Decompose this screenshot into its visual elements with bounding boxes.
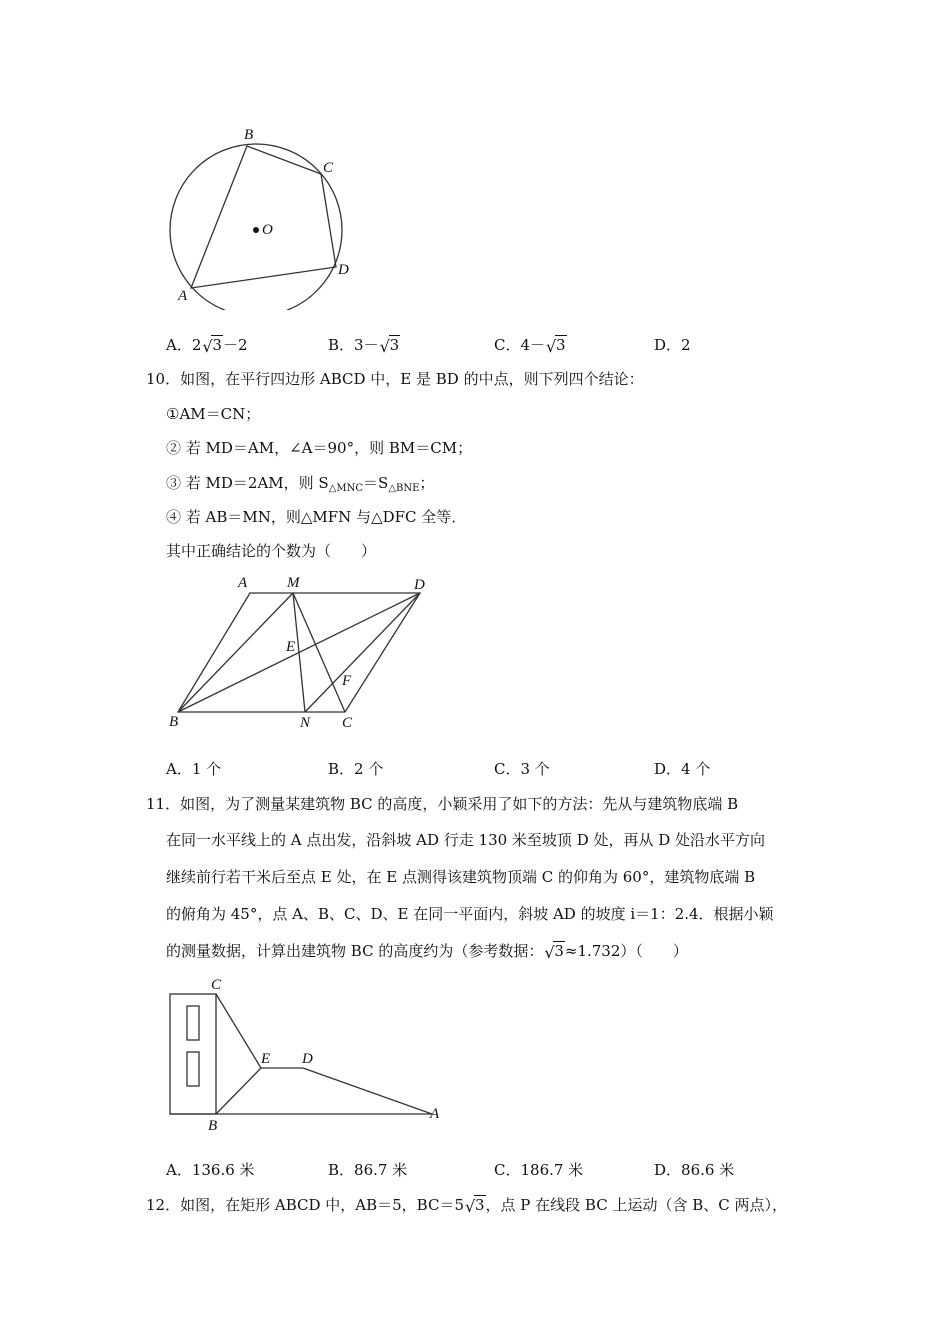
q11-line-1: 11．如图，为了测量某建筑物 BC 的高度，小颖采用了如下的方法：先从与建筑物底端 B [146,795,739,813]
label-d: D [302,1051,313,1067]
q11-line-3: 继续前行若干米后至点 E 处，在 E 点测得该建筑物顶端 C 的仰角为 60°，建筑物底端 B [166,868,756,886]
q9-option-b-prefix: B．3－ [328,336,379,354]
label-c: C [323,160,334,176]
q12-stem: 12．如图，在矩形 ABCD 中，AB＝5，BC＝5 √ 3，点 P 在线段 BC 上运动（含 B、C 两点）， [146,1196,788,1216]
window-upper [187,1006,199,1040]
label-m: M [287,575,300,591]
q11-line-2: 在同一水平线上的 A 点出发，沿斜坡 AD 行走 130 米至坡顶 D 处，再从 D 处沿水平方向 [166,831,766,849]
q11-option-b[interactable]: B．86.7 米 [328,1161,408,1179]
center-point-o [253,227,259,233]
slope-da [303,1068,432,1114]
sqrt-symbol: √ 3 [202,336,222,356]
sqrt-symbol: √ 3 [544,942,564,962]
q10-statement-3: ③ 若 MD＝2AM，则 $S_{\triangle MNC}=S_{\triangle BNE}$； [166,474,435,494]
q11-line-4: 的俯角为 45°，点 A、B、C、D、E 在同一平面内，斜坡 AD 的坡度 i＝1：2.4．根据小颖 [166,905,774,923]
q9-option-d[interactable]: D．2 [654,336,691,354]
q10-stem: 10．如图，在平行四边形 ABCD 中，E 是 BD 的中点，则下列四个结论： [146,370,644,388]
q10-statement-4: ④ 若 AB＝MN，则△MFN 与△DFC 全等． [166,508,467,526]
q9-option-c-prefix: C．4－ [494,336,546,354]
q10-statement-1: ①AM＝CN； [166,405,261,423]
label-o: O [262,222,273,238]
label-c: C [211,977,222,993]
segment-nd [305,593,420,712]
q10-option-b[interactable]: B．2 个 [328,760,384,778]
sqrt-symbol: √ 3 [546,336,566,356]
label-e: E [286,639,296,655]
building [170,994,216,1114]
label-d: D [414,577,425,593]
label-n: N [300,715,311,731]
segment-bm [178,593,296,712]
q10-statement-2: ② 若 MD＝AM，∠A＝90°，则 BM＝CM； [166,439,473,457]
segment-be [216,1068,261,1114]
q10-option-a[interactable]: A．1 个 [166,760,222,778]
parallelogram-figure [160,570,440,735]
window-lower [187,1052,199,1086]
circle-quadrilateral-figure [160,120,360,310]
q9-option-a-suffix: －2 [222,336,248,354]
building-slope-figure [160,972,450,1137]
label-e: E [261,1051,271,1067]
q11-option-c[interactable]: C．186.7 米 [494,1161,584,1179]
label-b: B [244,127,254,143]
segment-mc [293,593,345,712]
label-a: A [430,1106,440,1122]
label-d: D [338,262,349,278]
label-b: B [208,1118,218,1134]
sqrt-symbol: √ 3 [379,336,400,356]
segment-ce [216,994,261,1068]
label-a: A [238,575,248,591]
q9-option-b[interactable] [328,335,400,355]
label-a: A [178,288,188,304]
q10-option-d[interactable]: D．4 个 [654,760,711,778]
q11-line-5: 的测量数据，计算出建筑物 BC 的高度约为（参考数据： √ 3≈1.732）（ ） [166,942,688,962]
label-b: B [169,714,179,730]
q9-option-a[interactable] [166,335,247,355]
q9-option-a-prefix: A．2 [166,336,202,354]
label-f: F [342,673,352,689]
q11-option-a[interactable]: A．136.6 米 [166,1161,255,1179]
q11-option-d[interactable]: D．86.6 米 [654,1161,735,1179]
q10-ask: 其中正确结论的个数为（ ） [166,542,377,560]
q10-option-c[interactable]: C．3 个 [494,760,550,778]
label-c: C [342,715,353,731]
q9-option-c[interactable] [494,335,567,355]
sqrt-symbol: √ 3 [464,1196,485,1216]
